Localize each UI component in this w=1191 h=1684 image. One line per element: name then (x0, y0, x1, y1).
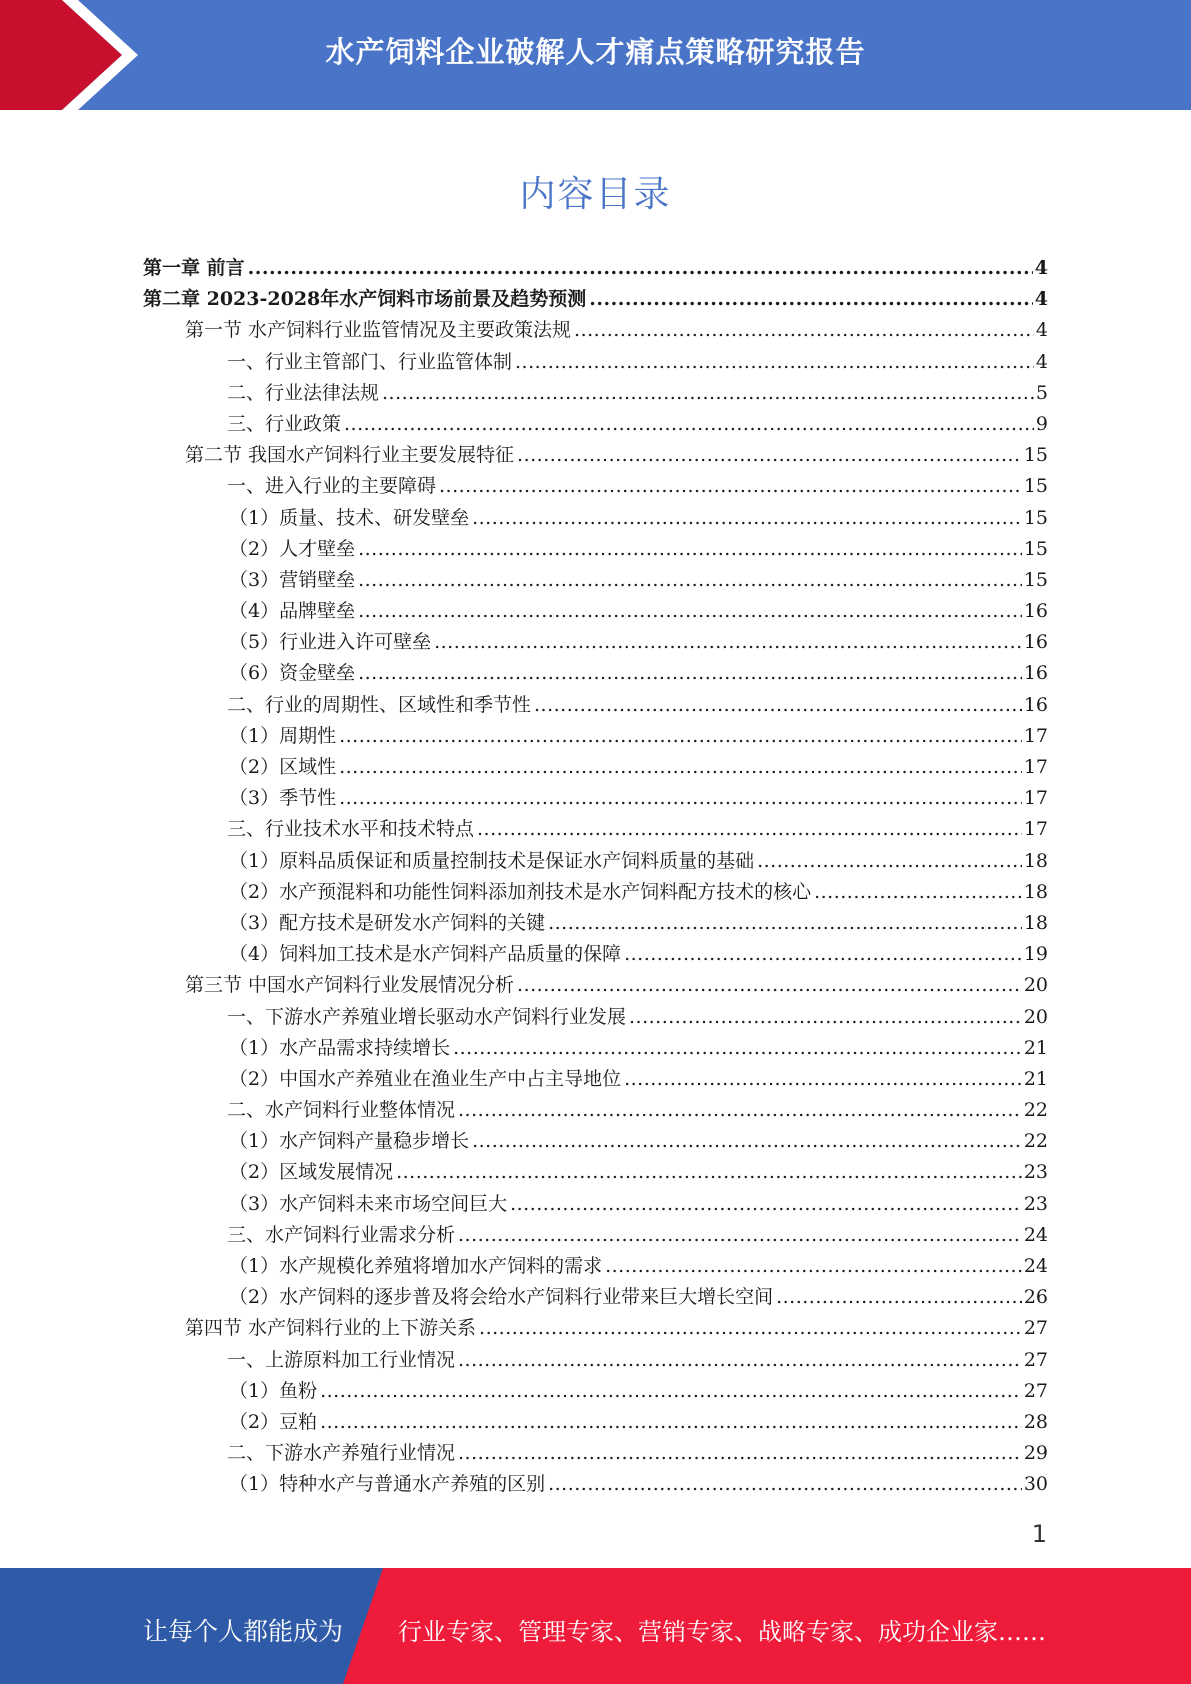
toc-entry-page: 23 (1023, 1161, 1048, 1184)
toc-entry-label: （1）周期性 (229, 724, 337, 747)
toc-entry-label: 二、行业法律法规 (227, 381, 380, 404)
toc-entry-label: （1）鱼粉 (229, 1379, 318, 1402)
toc-entry-label: （5）行业进入许可壁垒 (229, 631, 432, 654)
toc-entry-page: 5 (1035, 381, 1048, 404)
toc-entry-label: 二、行业的周期性、区域性和季节性 (227, 693, 532, 716)
toc-entry-page: 16 (1023, 631, 1048, 654)
toc-entry-page: 23 (1023, 1192, 1048, 1215)
toc-entry[interactable] (143, 1126, 1048, 1157)
toc-entry[interactable] (143, 721, 1048, 752)
toc-entry[interactable] (143, 970, 1048, 1001)
toc-entry-label: （4）饲料加工技术是水产饲料产品质量的保障 (229, 943, 622, 966)
toc-leader-dots (320, 1376, 1022, 1407)
toc-entry-page: 15 (1023, 537, 1048, 560)
toc-leader-dots (548, 1469, 1022, 1500)
toc-entry-page: 16 (1023, 693, 1048, 716)
toc-entry-label: （3）水产饲料未来市场空间巨大 (229, 1192, 508, 1215)
toc-leader-dots (339, 752, 1022, 783)
toc-entry-page: 17 (1023, 787, 1048, 810)
toc-entry-label: （3）季节性 (229, 787, 337, 810)
header-title: 水产饲料企业破解人才痛点策略研究报告 (325, 35, 866, 69)
toc-leader-dots (479, 1313, 1022, 1344)
toc-entry[interactable] (143, 471, 1048, 502)
toc-entry-label: 三、水产饲料行业需求分析 (227, 1223, 456, 1246)
toc-entry-page: 27 (1023, 1348, 1048, 1371)
toc-leader-dots (396, 1157, 1022, 1188)
toc-entry-label: （2）水产饲料的逐步普及将会给水产饲料行业带来巨大增长空间 (229, 1286, 774, 1309)
toc-entry-label: 一、下游水产养殖业增长驱动水产饲料行业发展 (227, 1005, 627, 1028)
toc-entry[interactable] (143, 1407, 1048, 1438)
toc-entry[interactable] (143, 315, 1048, 346)
toc-entry-page: 15 (1023, 506, 1048, 529)
toc-leader-dots (814, 877, 1022, 908)
toc-entry[interactable] (143, 565, 1048, 596)
toc-entry-label: （1）水产品需求持续增长 (229, 1036, 451, 1059)
table-of-contents (143, 253, 1048, 1501)
toc-entry-page: 15 (1023, 568, 1048, 591)
toc-leader-dots (757, 846, 1022, 877)
toc-leader-dots (439, 471, 1022, 502)
toc-entry-label: 一、行业主管部门、行业监管体制 (227, 350, 513, 373)
toc-entry[interactable] (143, 1438, 1048, 1469)
toc-entry-page: 15 (1023, 444, 1048, 467)
toc-leader-dots (534, 690, 1022, 721)
toc-leader-dots (358, 565, 1022, 596)
toc-entry[interactable] (143, 347, 1048, 378)
toc-leader-dots (574, 315, 1034, 346)
toc-entry-label: （2）区域发展情况 (229, 1161, 394, 1184)
toc-leader-dots (434, 627, 1022, 658)
toc-leader-dots (510, 1189, 1022, 1220)
toc-entry[interactable] (143, 658, 1048, 689)
toc-entry-label: （1）水产饲料产量稳步增长 (229, 1130, 470, 1153)
toc-entry-page: 27 (1023, 1379, 1048, 1402)
toc-entry-page: 17 (1023, 756, 1048, 778)
toc-entry-page: 16 (1023, 600, 1048, 623)
toc-leader-dots (458, 1438, 1022, 1469)
toc-entry-label: 一、上游原料加工行业情况 (227, 1348, 456, 1371)
toc-leader-dots (453, 1033, 1022, 1064)
toc-entry-label: （3）营销壁垒 (229, 568, 356, 591)
toc-entry-page: 21 (1023, 1067, 1048, 1090)
toc-leader-dots (605, 1251, 1022, 1282)
toc-leader-dots (472, 503, 1022, 534)
toc-entry[interactable] (143, 1251, 1048, 1282)
toc-entry[interactable] (143, 378, 1048, 409)
toc-entry[interactable] (143, 783, 1048, 814)
toc-entry-page: 27 (1023, 1317, 1048, 1340)
toc-entry-page: 19 (1023, 943, 1048, 966)
toc-entry-page: 18 (1023, 849, 1048, 872)
toc-entry[interactable] (143, 534, 1048, 565)
toc-entry[interactable] (143, 1157, 1048, 1188)
toc-entry-label: （3）配方技术是研发水产饲料的关键 (229, 911, 546, 934)
toc-entry-page: 4 (1035, 319, 1048, 342)
page-number: 1 (1031, 1520, 1047, 1548)
toc-entry-page: 20 (1023, 974, 1048, 997)
toc-leader-dots (548, 908, 1022, 939)
toc-entry-page: 4 (1035, 350, 1048, 373)
toc-leader-dots (358, 658, 1022, 689)
toc-entry-page: 4 (1034, 288, 1048, 311)
toc-leader-dots (589, 284, 1033, 315)
toc-leader-dots (248, 253, 1033, 284)
header-banner (0, 0, 1191, 110)
toc-entry-page: 29 (1023, 1442, 1048, 1465)
toc-entry[interactable] (143, 1189, 1048, 1220)
toc-entry[interactable] (143, 690, 1048, 721)
toc-leader-dots (517, 440, 1022, 471)
toc-entry-page: 18 (1023, 911, 1048, 934)
toc-entry-label: （6）资金壁垒 (229, 662, 356, 685)
toc-entry-page: 30 (1023, 1473, 1048, 1496)
toc-entry-label: 三、行业政策 (227, 412, 342, 435)
toc-entry-label: 第二章 2023-2028年水产饲料市场前景及趋势预测 (143, 288, 587, 311)
toc-leader-dots (358, 596, 1022, 627)
toc-entry-page: 21 (1023, 1036, 1048, 1059)
toc-entry[interactable] (143, 908, 1048, 939)
toc-entry[interactable] (143, 1033, 1048, 1064)
toc-entry[interactable] (143, 1313, 1048, 1344)
footer-slogan-right: 行业专家、管理专家、营销专家、战略专家、成功企业家…… (398, 1618, 1046, 1646)
toc-entry-label: 二、下游水产养殖行业情况 (227, 1442, 456, 1465)
toc-entry-page: 20 (1023, 1005, 1048, 1028)
toc-entry-label: 第一节 水产饲料行业监管情况及主要政策法规 (185, 319, 572, 342)
toc-entry[interactable] (143, 253, 1048, 284)
toc-entry-page: 24 (1023, 1223, 1048, 1246)
toc-entry[interactable] (143, 846, 1048, 877)
toc-entry-page: 9 (1035, 412, 1048, 435)
toc-leader-dots (358, 534, 1022, 565)
toc-title: 内容目录 (519, 174, 672, 215)
toc-leader-dots (458, 1345, 1022, 1376)
toc-entry-page: 18 (1023, 880, 1048, 903)
toc-entry[interactable] (143, 1469, 1048, 1500)
toc-leader-dots (517, 970, 1022, 1001)
toc-entry-label: （2）中国水产养殖业在渔业生产中占主导地位 (229, 1067, 622, 1090)
toc-leader-dots (344, 409, 1034, 440)
toc-entry-label: 第四节 水产饲料行业的上下游关系 (185, 1317, 477, 1340)
toc-entry-page: 16 (1023, 662, 1048, 685)
toc-leader-dots (624, 939, 1022, 970)
toc-entry[interactable] (143, 1064, 1048, 1095)
toc-entry[interactable] (143, 1282, 1048, 1313)
toc-entry-page: 17 (1023, 724, 1048, 747)
toc-entry[interactable] (143, 596, 1048, 627)
toc-entry-page: 28 (1023, 1410, 1048, 1433)
toc-leader-dots (458, 1095, 1022, 1126)
toc-entry-label: （4）品牌壁垒 (229, 600, 356, 623)
toc-entry-label: （2）豆粕 (229, 1410, 318, 1433)
toc-entry-page: 26 (1023, 1286, 1048, 1309)
toc-leader-dots (472, 1126, 1022, 1157)
toc-entry-label: 第一章 前言 (143, 257, 245, 279)
toc-entry-label: 二、水产饲料行业整体情况 (227, 1099, 456, 1122)
toc-leader-dots (339, 783, 1022, 814)
toc-leader-dots (458, 1220, 1022, 1251)
toc-leader-dots (339, 721, 1022, 752)
toc-entry-page: 4 (1034, 257, 1048, 279)
toc-entry[interactable] (143, 1002, 1048, 1033)
toc-entry-label: （2）区域性 (229, 756, 337, 778)
toc-entry[interactable] (143, 284, 1048, 315)
toc-entry[interactable] (143, 627, 1048, 658)
toc-entry[interactable] (143, 409, 1048, 440)
toc-entry-page: 24 (1023, 1255, 1048, 1277)
toc-leader-dots (624, 1064, 1022, 1095)
toc-entry-page: 22 (1023, 1099, 1048, 1122)
toc-entry-label: 第三节 中国水产饲料行业发展情况分析 (185, 974, 515, 997)
toc-entry-label: （1）水产规模化养殖将增加水产饲料的需求 (229, 1255, 603, 1277)
toc-leader-dots (515, 347, 1034, 378)
toc-entry-label: （2）人才壁垒 (229, 537, 356, 560)
toc-entry[interactable] (143, 1345, 1048, 1376)
toc-entry[interactable] (143, 814, 1048, 845)
toc-entry-label: （1）质量、技术、研发壁垒 (229, 506, 470, 529)
toc-entry-label: （1）特种水产与普通水产养殖的区别 (229, 1473, 546, 1496)
footer-banner (0, 1568, 1191, 1684)
toc-entry[interactable] (143, 1095, 1048, 1126)
toc-leader-dots (776, 1282, 1022, 1313)
toc-entry[interactable] (143, 939, 1048, 970)
toc-entry[interactable] (143, 1376, 1048, 1407)
toc-entry[interactable] (143, 877, 1048, 908)
toc-leader-dots (629, 1002, 1022, 1033)
toc-entry-label: 第二节 我国水产饲料行业主要发展特征 (185, 444, 515, 467)
toc-entry[interactable] (143, 752, 1048, 783)
toc-entry[interactable] (143, 503, 1048, 534)
toc-leader-dots (320, 1407, 1022, 1438)
toc-entry-label: 一、进入行业的主要障碍 (227, 475, 437, 498)
toc-entry[interactable] (143, 440, 1048, 471)
toc-entry-page: 15 (1023, 475, 1048, 498)
footer-slogan-left: 让每个人都能成为 (143, 1617, 344, 1646)
toc-entry[interactable] (143, 1220, 1048, 1251)
toc-entry-page: 22 (1023, 1130, 1048, 1153)
toc-leader-dots (382, 378, 1034, 409)
toc-entry-label: （1）原料品质保证和质量控制技术是保证水产饲料质量的基础 (229, 849, 755, 872)
toc-entry-page: 17 (1023, 818, 1048, 841)
toc-entry-label: （2）水产预混料和功能性饲料添加剂技术是水产饲料配方技术的核心 (229, 880, 812, 903)
toc-entry-label: 三、行业技术水平和技术特点 (227, 818, 475, 841)
toc-leader-dots (477, 814, 1022, 845)
